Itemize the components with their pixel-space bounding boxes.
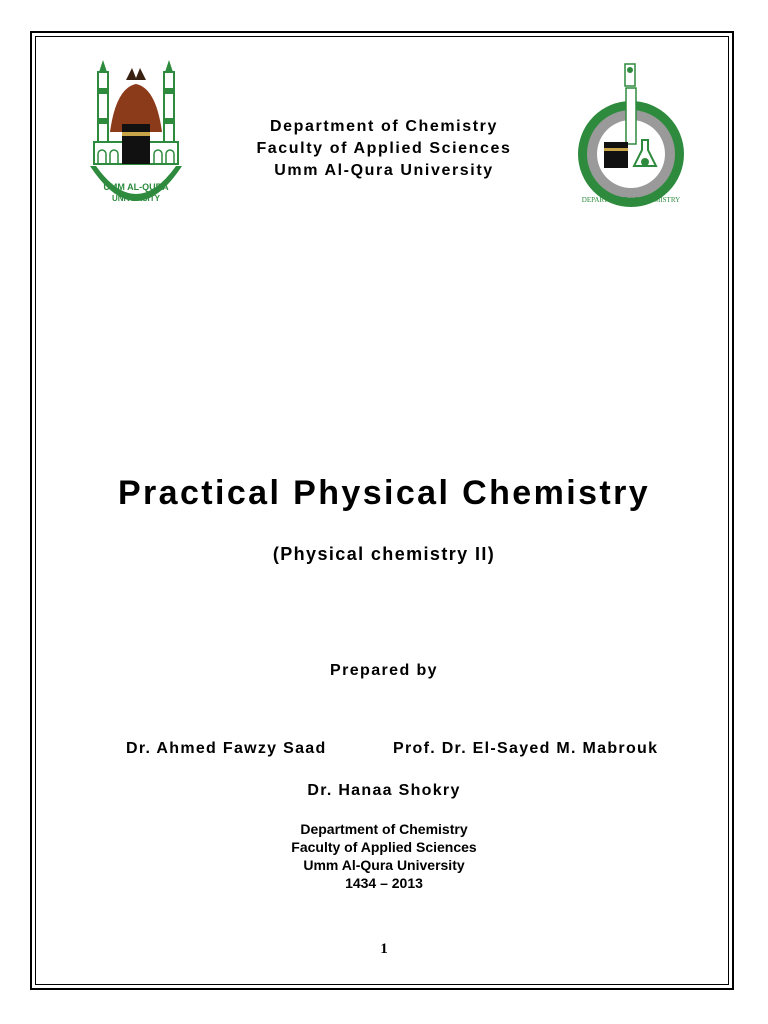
header-department: Department of Chemistry [270, 118, 498, 135]
footer-faculty: Faculty of Applied Sciences [291, 839, 477, 855]
footer-department: Department of Chemistry [300, 821, 468, 837]
page-number: 1 [380, 941, 388, 957]
document-title: Practical Physical Chemistry [117, 474, 651, 512]
svg-text:DEPARTMENT OF CHEMISTRY: DEPARTMENT OF CHEMISTRY [581, 196, 681, 204]
header-faculty: Faculty of Applied Sciences [256, 140, 512, 157]
prepared-by-label: Prepared by [330, 662, 438, 679]
author-ahmed: Dr. Ahmed Fawzy Saad [126, 740, 327, 757]
svg-text:UNIVERSITY: UNIVERSITY [111, 194, 161, 203]
document-subtitle: (Physical chemistry II) [272, 544, 496, 564]
svg-text:UMM AL-QURA: UMM AL-QURA [103, 182, 169, 192]
author-mabrouk: Prof. Dr. El-Sayed M. Mabrouk [393, 740, 659, 757]
header-affiliation [0, 116, 768, 182]
header-university: Umm Al-Qura University [274, 162, 494, 179]
footer-years: 1434 – 2013 [345, 875, 423, 891]
footer-affiliation [0, 820, 768, 892]
footer-university: Umm Al-Qura University [303, 857, 465, 873]
author-hanaa: Dr. Hanaa Shokry [307, 782, 461, 799]
